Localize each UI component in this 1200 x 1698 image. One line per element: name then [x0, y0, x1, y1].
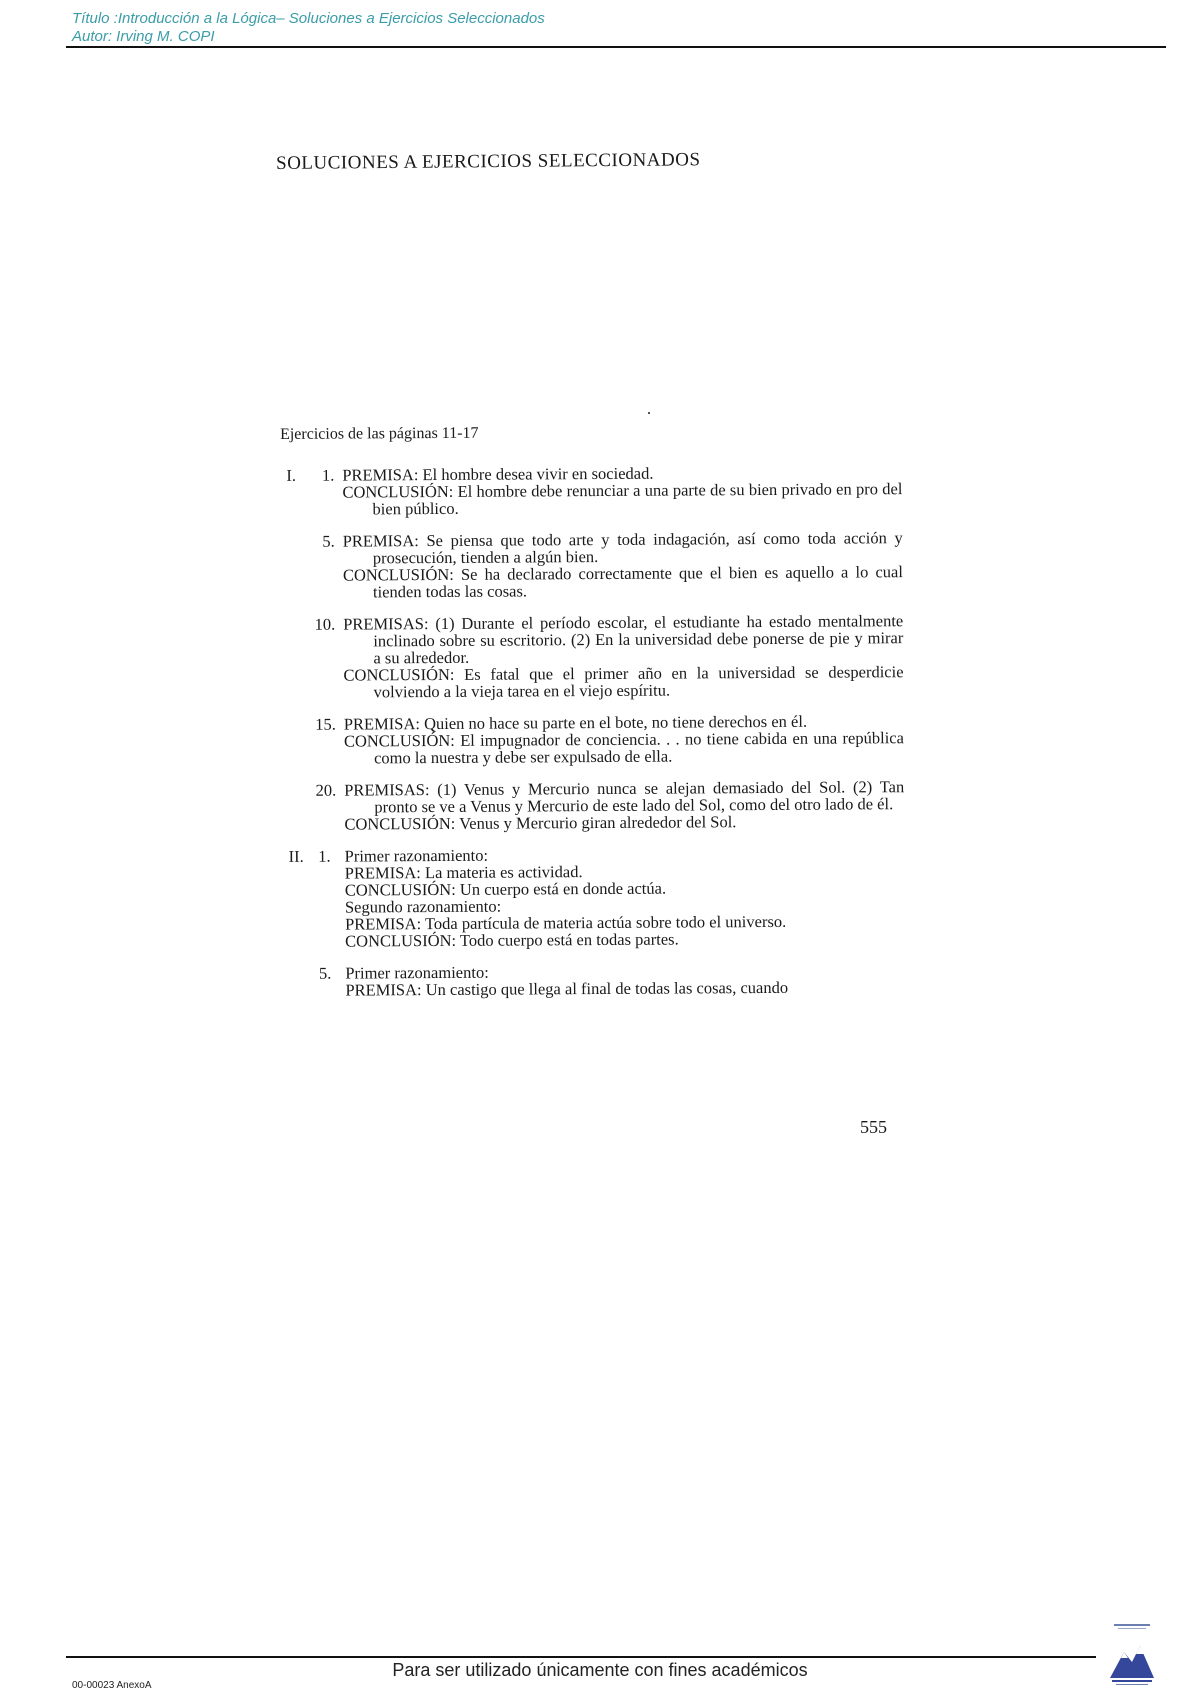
header-author: Autor: Irving M. COPI [72, 28, 215, 45]
exercise-line: CONCLUSIÓN: Es fatal que el primer año en la universidad se desperdicie volviendo a la vieja tarea en el viejo espíritu. [343, 662, 904, 702]
exercise-line: PREMISA: Quien no hace su parte en el bote, no tiene derechos en él. [343, 711, 808, 734]
scan-speck [648, 412, 650, 414]
section-number: II. [288, 846, 304, 866]
exercise-number: 1. [318, 846, 331, 866]
exercise-number: 20. [315, 780, 337, 800]
exercise-number: 10. [314, 614, 336, 634]
exercise-number: 1. [321, 465, 335, 485]
institution-logo [1108, 1618, 1156, 1688]
exercise-body [345, 961, 905, 998]
page-title: SOLUCIONES A EJERCICIOS SELECCIONADOS [276, 149, 701, 174]
exercise-line: PREMISA: Un castigo que llega al final de todas las cosas, cuando [345, 977, 789, 1000]
exercise-line: CONCLUSIÓN: El impugnador de conciencia. . . no tiene cabida en una república como la nuestra y debe ser expulsado de ella. [343, 728, 904, 768]
exercise-line: PREMISA: Toda partícula de materia actúa sobre todo el universo. [344, 911, 787, 934]
exercise-line: PREMISA: Se piensa que todo arte y toda indagación, así como toda acción y prosecución, tienden a algún bien. [342, 528, 903, 568]
scanned-page-body [272, 422, 906, 1014]
sections-container [272, 463, 905, 999]
exercise-body [343, 529, 903, 600]
exercise-number: 15. [315, 714, 336, 734]
header-rule [66, 46, 1166, 48]
exercise-line: CONCLUSIÓN: El hombre debe renunciar a una parte de su bien privado en pro del bien público. [342, 479, 903, 519]
exercise-item [273, 529, 903, 601]
header-title: Título :Introducción a la Lógica– Soluciones a Ejercicios Seleccionados [72, 10, 545, 27]
exercise-line: Primer razonamiento: [344, 845, 489, 866]
exercise-item [275, 961, 905, 999]
footer-notice: Para ser utilizado únicamente con fines académicos [392, 1660, 808, 1680]
exercise-item [272, 463, 902, 518]
exercise-body [344, 778, 904, 832]
exercise-line: PREMISAS: (1) Durante el período escolar, el estudiante ha estado mentalmente inclinado sobre su escritorio. (2) En la universidad debe ponerse de pie y mirar a su alrededor. [343, 611, 904, 668]
exercise-line: PREMISA: La materia es actividad. [344, 862, 583, 883]
exercise-line: PREMISA: El hombre desea vivir en sociedad. [342, 463, 654, 485]
exercise-line: CONCLUSIÓN: Un cuerpo está en donde actúa. [344, 878, 667, 900]
exercise-body [342, 463, 902, 517]
exercise-line: Segundo razonamiento: [344, 896, 502, 917]
exercise-body [343, 612, 904, 700]
exercise-line: PREMISAS: (1) Venus y Mercurio nunca se alejan demasiado del Sol. (2) Tan pronto se ve a Venus y Mercurio de este lado del Sol, como del otro lado de él. [344, 777, 905, 817]
footer-code: 00-00023 AnexoA [72, 1680, 152, 1691]
footer-rule [66, 1656, 1096, 1658]
exercise-line: CONCLUSIÓN: Se ha declarado correctamente que el bien es aquello a lo cual tienden todas las cosas. [342, 562, 903, 602]
exercise-line: CONCLUSIÓN: Todo cuerpo está en todas partes. [345, 929, 679, 951]
exercise-section [275, 844, 906, 999]
exercise-line: Primer razonamiento: [345, 962, 489, 983]
exercise-item [274, 778, 904, 833]
exercise-item [273, 612, 904, 701]
exercise-subtitle: Ejercicios de las páginas 11-17 [279, 424, 479, 443]
exercise-body [344, 712, 904, 766]
document-header [72, 10, 545, 46]
exercise-item [275, 844, 906, 950]
exercise-item [274, 712, 904, 767]
exercise-number: 5. [322, 531, 335, 551]
exercise-line: CONCLUSIÓN: Venus y Mercurio giran alrededor del Sol. [344, 812, 737, 834]
page-number: 555 [860, 1117, 887, 1137]
exercise-section [272, 463, 904, 833]
exercise-number: 5. [318, 963, 332, 983]
section-number: I. [286, 465, 296, 485]
exercise-body [345, 844, 906, 949]
